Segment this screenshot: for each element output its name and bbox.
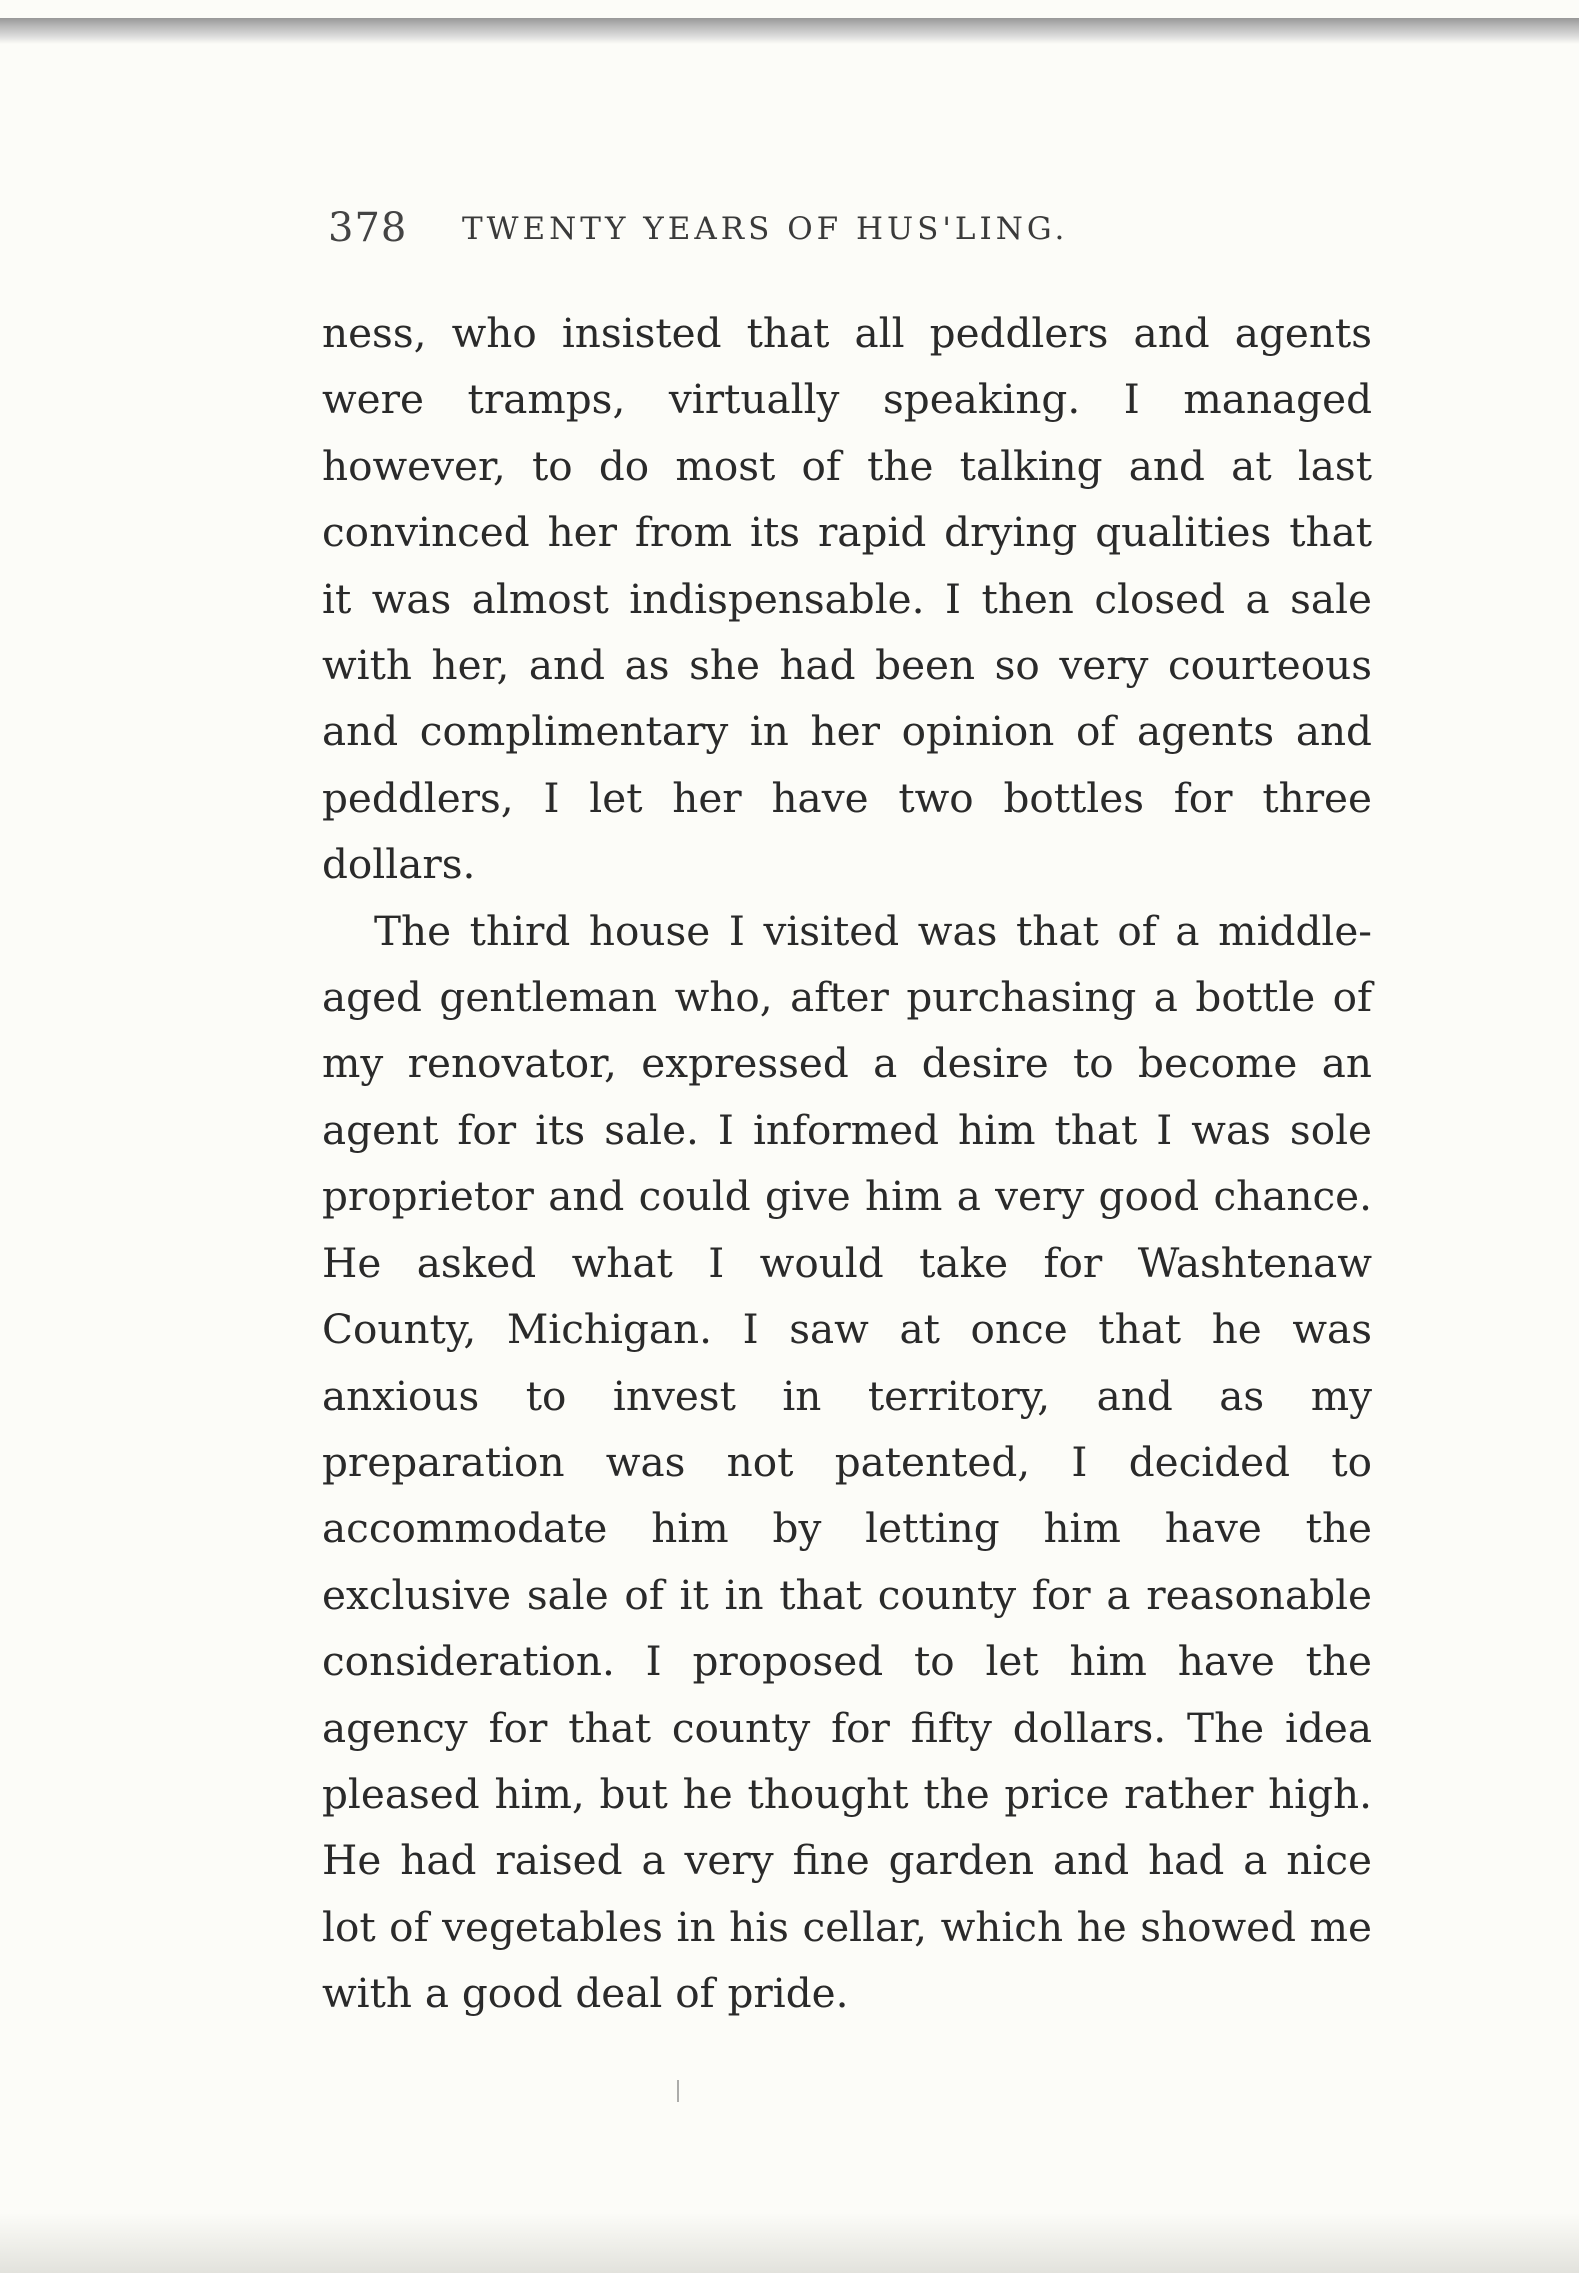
scan-top-edge	[0, 18, 1579, 44]
page-header	[328, 205, 1378, 275]
body-text	[322, 300, 1372, 2027]
scan-bottom-edge	[0, 2213, 1579, 2273]
running-head: TWENTY YEARS OF HUS'LING.	[462, 211, 1069, 247]
paragraph-2: The third house I visited was that of a middle-aged gentleman who, after purchasing a bottle of my renovator, expressed a desire to become an agent for its sale. I informed him that I was sole proprietor and could give him a very good chance. He asked what I would take for Washtenaw County, Michigan. I saw at once that he was anxious to invest in territory, and as my preparation was not patented, I decided to accommodate him by letting him have the exclusive sale of it in that county for a reasonable consideration. I proposed to let him have the agency for that county for fifty dollars. The idea pleased him, but he thought the price rather high. He had raised a very fine garden and had a nice lot of vegetables in his cellar, which he showed me with a good deal of pride.	[322, 906, 1372, 2018]
paragraph-1: ness, who insisted that all peddlers and agents were tramps, virtually speaking. I managed however, to do most of the talking and at last convinced her from its rapid drying qualities that it was almost indispensable. I then closed a sale with her, and as she had been so very courteous and complimentary in her opinion of agents and peddlers, I let her have two bottles for three dollars.	[322, 309, 1372, 889]
scan-speck	[677, 2080, 679, 2102]
page-number: 378	[328, 205, 408, 251]
